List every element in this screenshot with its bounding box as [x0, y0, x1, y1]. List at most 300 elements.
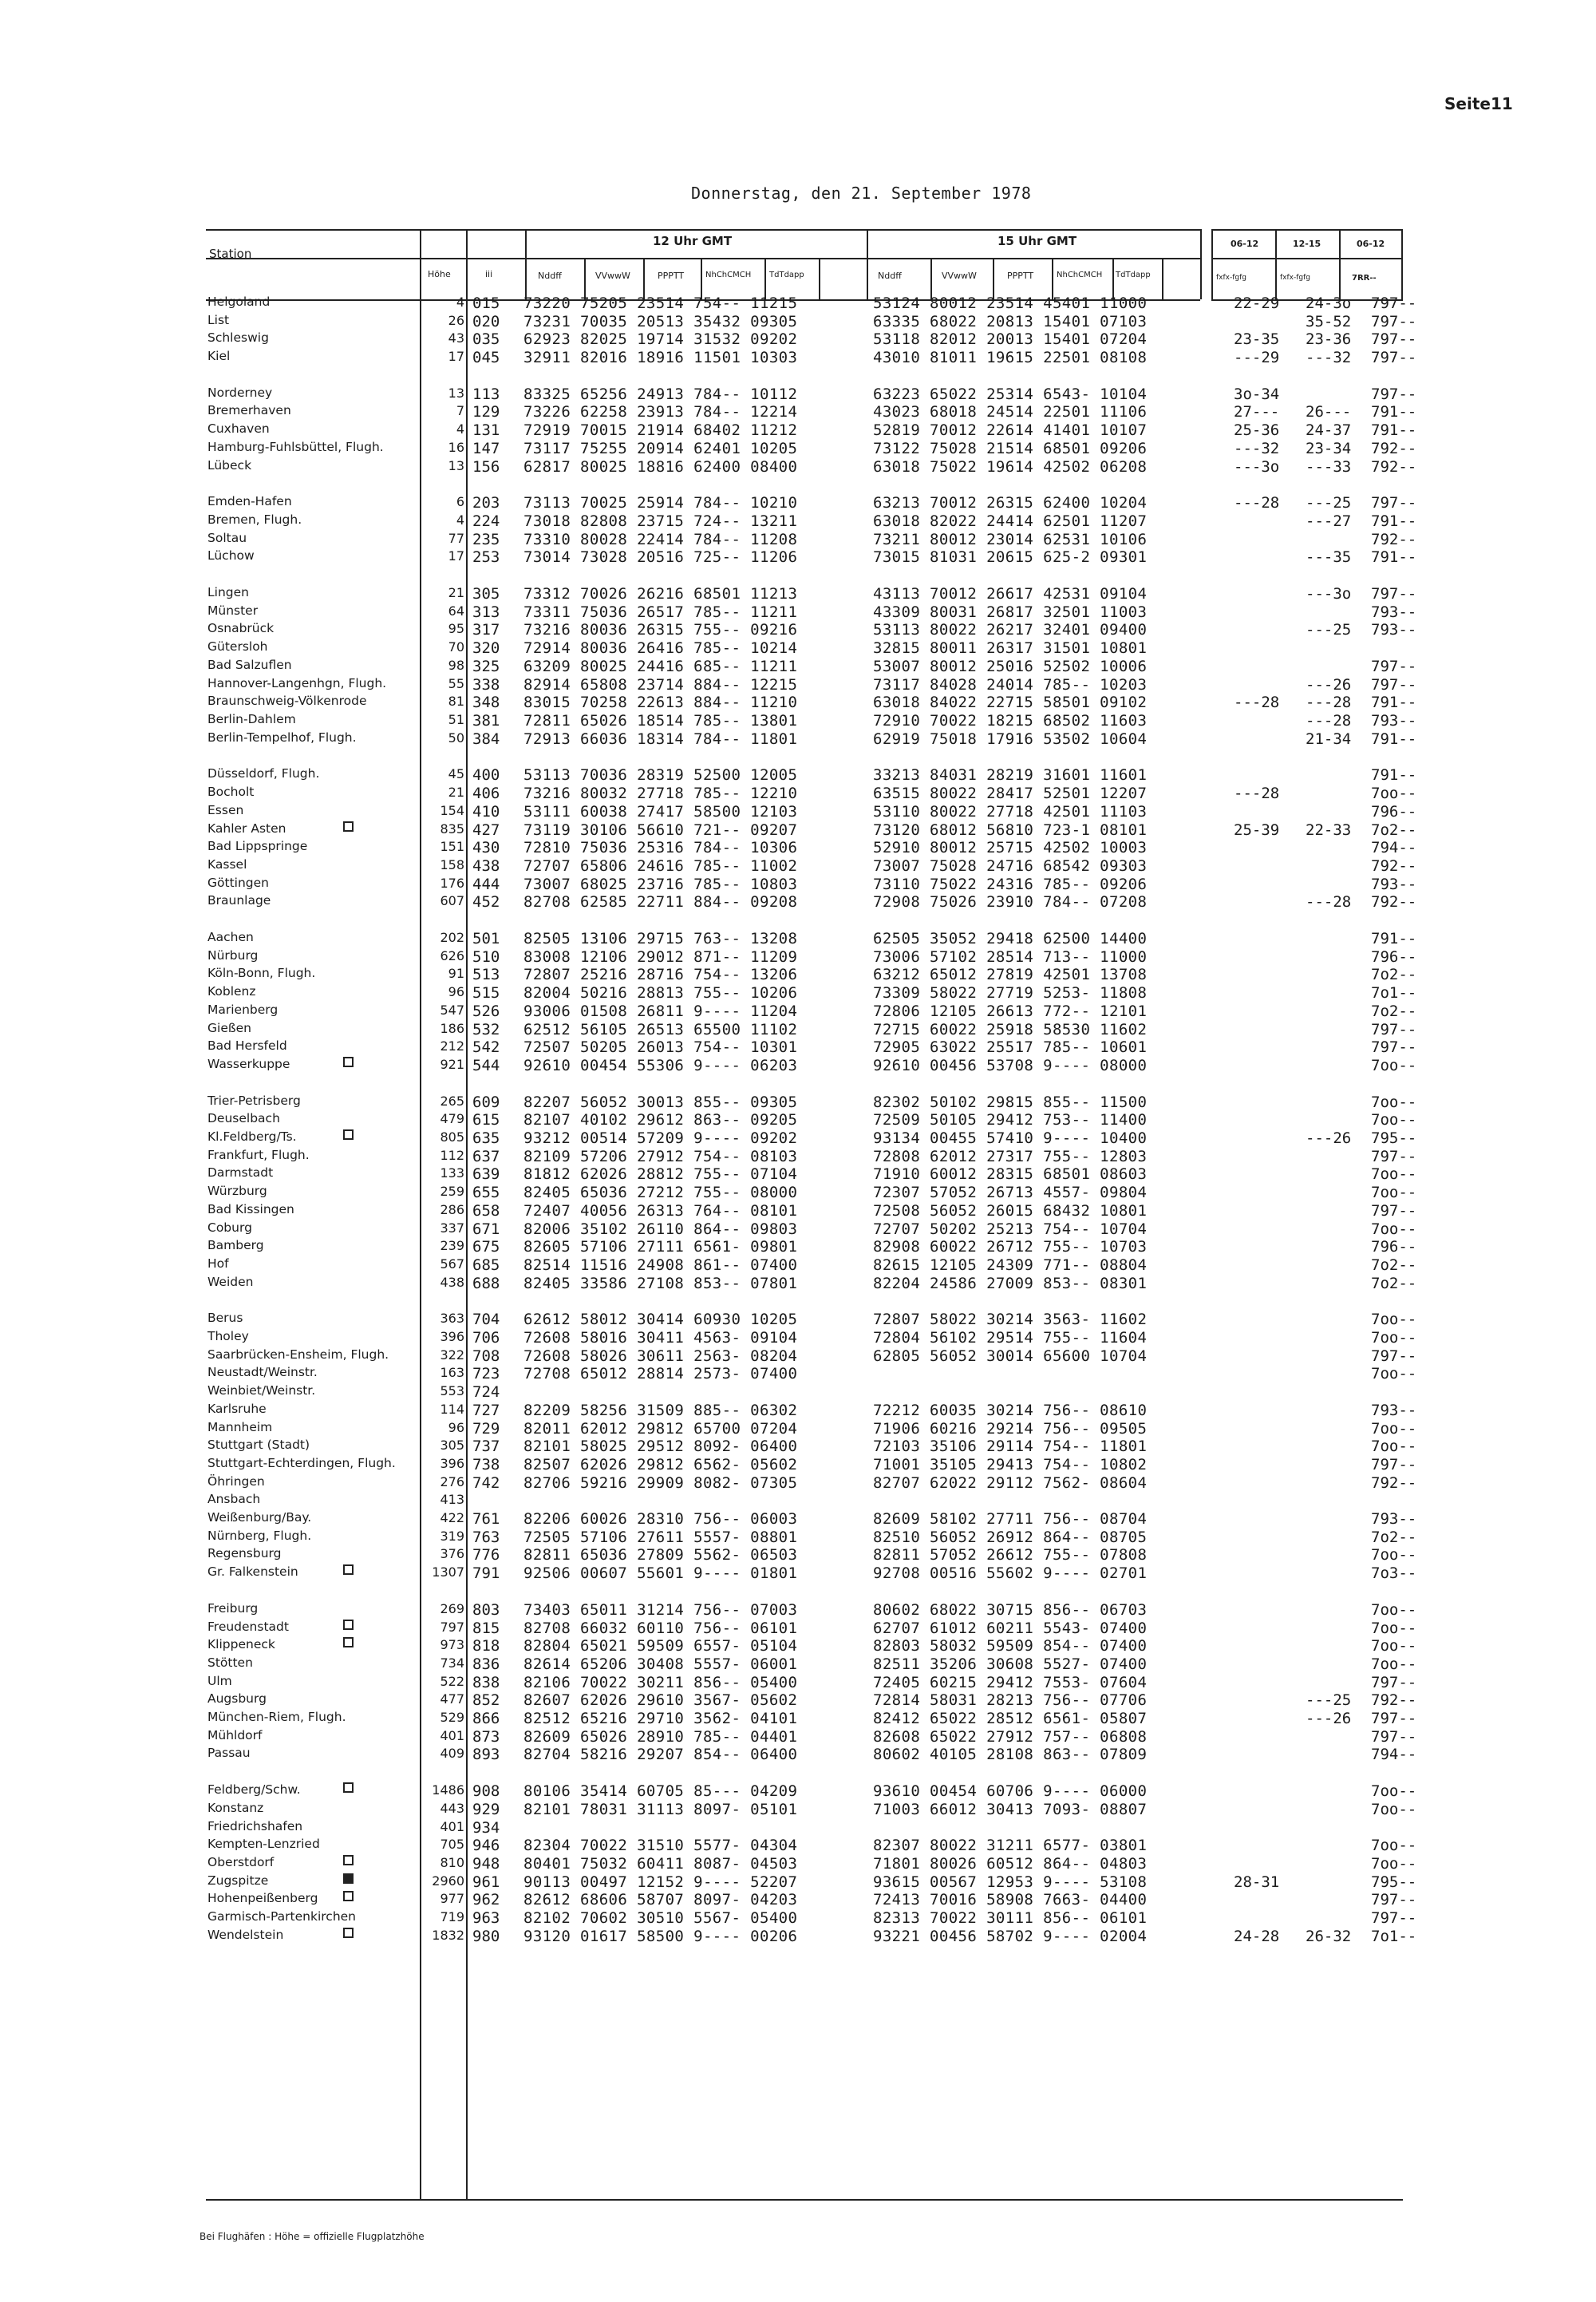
table-row — [206, 1691, 1417, 1709]
obs-15utc: 43010 81011 19615 22501 08108 — [873, 349, 1148, 366]
gust-06-12: ---28 — [1234, 494, 1280, 512]
station-name: Mannheim — [207, 1420, 273, 1434]
station-height: 17 — [448, 349, 464, 364]
station-id: 704 — [472, 1311, 500, 1328]
precip-06-12: 7o2-- — [1371, 966, 1417, 983]
station-name: Friedrichshafen — [207, 1819, 303, 1833]
obs-15utc: 82313 70022 30111 856-- 06101 — [873, 1909, 1148, 1927]
precip-06-12: 7oo-- — [1371, 1601, 1417, 1619]
obs-15utc: 82803 58032 59509 854-- 07400 — [873, 1637, 1148, 1655]
station-name: Düsseldorf, Flugh. — [207, 766, 320, 781]
station-id: 803 — [472, 1601, 500, 1619]
obs-12utc: 73226 62258 23913 784-- 12214 — [523, 403, 798, 421]
obs-12utc: 73113 70025 25914 784-- 10210 — [523, 494, 798, 512]
obs-15utc: 32815 80011 26317 31501 10801 — [873, 639, 1148, 657]
station-id: 400 — [472, 766, 500, 784]
obs-15utc: 93610 00454 60706 9---- 06000 — [873, 1782, 1148, 1800]
station-id: 156 — [472, 458, 500, 476]
obs-12utc: 82209 58256 31509 885-- 06302 — [523, 1402, 798, 1419]
precip-06-12: 797-- — [1371, 1710, 1417, 1727]
station-id: 406 — [472, 785, 500, 802]
obs-15utc: 72103 35106 29114 754-- 11801 — [873, 1438, 1148, 1455]
col-sep — [930, 258, 932, 299]
station-name: Aachen — [207, 930, 254, 944]
table-row — [206, 1256, 1417, 1274]
station-id: 235 — [472, 531, 500, 548]
station-height: 7 — [456, 403, 464, 418]
station-name: Cuxhaven — [207, 421, 270, 436]
table-row — [206, 1275, 1417, 1292]
obs-15utc: 63515 80022 28417 52501 12207 — [873, 785, 1148, 802]
gust-12-15: 26-32 — [1306, 1928, 1352, 1945]
station-id: 791 — [472, 1564, 500, 1582]
table-row — [206, 1347, 1417, 1365]
station-height: 50 — [448, 730, 464, 746]
obs-12utc: 82004 50216 28813 755-- 10206 — [523, 984, 798, 1002]
station-name: Ansbach — [207, 1492, 261, 1506]
station-name: Bocholt — [207, 785, 255, 799]
precip-06-12: 7o3-- — [1371, 1564, 1417, 1582]
station-name: Berlin-Dahlem — [207, 712, 296, 726]
precip-06-12: 791-- — [1371, 730, 1417, 748]
station-id: 685 — [472, 1256, 500, 1274]
block-divider — [867, 229, 868, 299]
obs-15utc: 73110 75022 24316 785-- 09206 — [873, 876, 1148, 893]
gust-12-15: ---3o — [1306, 585, 1352, 603]
precip-06-12: 7oo-- — [1371, 1057, 1417, 1074]
obs-12utc: 82704 58216 29207 854-- 06400 — [523, 1746, 798, 1763]
gust-12-15: ---26 — [1306, 676, 1352, 694]
station-name: Emden-Hafen — [207, 494, 292, 508]
col-ppptt: PPPTT — [658, 271, 685, 281]
precip-06-12: 793-- — [1371, 603, 1417, 621]
gust-06-12: ---32 — [1234, 440, 1280, 457]
station-id: 836 — [472, 1655, 500, 1673]
precip-06-12: 797-- — [1371, 1728, 1417, 1746]
station-height: 112 — [440, 1148, 464, 1163]
square-icon — [343, 1637, 354, 1647]
obs-15utc: 63213 70012 26315 62400 10204 — [873, 494, 1148, 512]
station-name: Weinbiet/Weinstr. — [207, 1383, 316, 1398]
station-height: 805 — [440, 1129, 464, 1145]
obs-15utc: 72508 56052 26015 68432 10801 — [873, 1202, 1148, 1220]
station-id: 637 — [472, 1148, 500, 1165]
obs-15utc: 82609 58102 27711 756-- 08704 — [873, 1510, 1148, 1528]
precip-06-12: 7oo-- — [1371, 785, 1417, 802]
station-height: 269 — [440, 1601, 464, 1616]
obs-15utc: 43113 70012 26617 42531 09104 — [873, 585, 1148, 603]
precip-06-12: 792-- — [1371, 440, 1417, 457]
station-id: 655 — [472, 1184, 500, 1201]
obs-15utc: 72905 63022 25517 785-- 10601 — [873, 1038, 1148, 1056]
station-name: Würzburg — [207, 1184, 267, 1198]
table-row — [206, 1855, 1417, 1873]
station-id: 438 — [472, 857, 500, 875]
station-height: 77 — [448, 531, 464, 546]
gust-12-15: 26--- — [1306, 403, 1352, 421]
station-height: 276 — [440, 1474, 464, 1489]
obs-12utc: 73014 73028 20516 725-- 11206 — [523, 548, 798, 566]
station-height: 64 — [448, 603, 464, 619]
station-height: 921 — [440, 1057, 464, 1072]
obs-12utc: 81812 62026 28812 755-- 07104 — [523, 1165, 798, 1183]
table-row — [206, 585, 1417, 603]
col-sep — [819, 258, 820, 299]
filled-square-icon — [343, 1873, 354, 1884]
precip-06-12: 7o1-- — [1371, 1928, 1417, 1945]
obs-12utc: 73007 68025 23716 785-- 10803 — [523, 876, 798, 893]
station-height: 16 — [448, 440, 464, 455]
gust-12-15: ---27 — [1306, 512, 1352, 530]
station-id: 866 — [472, 1710, 500, 1727]
obs-15utc: 82608 65022 27912 757-- 06808 — [873, 1728, 1148, 1746]
station-id: 203 — [472, 494, 500, 512]
station-id: 526 — [472, 1003, 500, 1020]
obs-15utc: 72405 60215 29412 7553- 07604 — [873, 1674, 1148, 1691]
obs-12utc: 62923 82025 19714 31532 09202 — [523, 330, 798, 348]
station-id: 639 — [472, 1165, 500, 1183]
gust-06-12: 28-31 — [1234, 1873, 1280, 1891]
station-height: 43 — [448, 330, 464, 346]
table-row — [206, 1782, 1417, 1800]
obs-15utc: 53113 80022 26217 32401 09400 — [873, 621, 1148, 639]
station-height: 396 — [440, 1329, 464, 1344]
obs-15utc: 73120 68012 56810 723-1 08101 — [873, 821, 1148, 839]
gust-12-15: ---28 — [1306, 893, 1352, 911]
station-height: 810 — [440, 1855, 464, 1870]
station-id: 430 — [472, 839, 500, 856]
station-height: 98 — [448, 658, 464, 673]
obs-12utc: 83325 65256 24913 784-- 10112 — [523, 386, 798, 403]
station-id: 325 — [472, 658, 500, 675]
obs-12utc: 82708 66032 60110 756-- 06101 — [523, 1620, 798, 1637]
obs-15utc: 73211 80012 23014 62531 10106 — [873, 531, 1148, 548]
station-height: 51 — [448, 712, 464, 727]
station-height: 607 — [440, 893, 464, 908]
t2-left-edge — [1275, 229, 1277, 299]
table-row — [206, 966, 1417, 983]
gust-12-15: ---26 — [1306, 1129, 1352, 1147]
square-icon — [343, 821, 354, 832]
block2-title: 15 Uhr GMT — [998, 234, 1077, 248]
obs-12utc: 82109 57206 27912 754-- 08103 — [523, 1148, 798, 1165]
obs-15utc: 82707 62022 29112 7562- 08604 — [873, 1474, 1148, 1492]
table-row — [206, 821, 1417, 839]
obs-15utc: 82511 35206 30608 5527- 07400 — [873, 1655, 1148, 1673]
obs-12utc: 73231 70035 20513 35432 09305 — [523, 313, 798, 330]
station-name: Münster — [207, 603, 259, 618]
gust-06-12: ---28 — [1234, 694, 1280, 711]
obs-12utc: 82609 65026 28910 785-- 04401 — [523, 1728, 798, 1746]
obs-12utc: 72608 58016 30411 4563- 09104 — [523, 1329, 798, 1347]
station-height: 158 — [440, 857, 464, 872]
obs-12utc: 82106 70022 30211 856-- 05400 — [523, 1674, 798, 1691]
station-name: Bad Salzuflen — [207, 658, 292, 672]
table-row — [206, 1474, 1417, 1492]
table-row — [206, 930, 1417, 947]
table-row — [206, 1928, 1417, 1945]
table-row — [206, 1202, 1417, 1220]
obs-15utc: 53118 82012 20013 15401 07204 — [873, 330, 1148, 348]
precip-06-12: 7oo-- — [1371, 1329, 1417, 1347]
station-name: Neustadt/Weinstr. — [207, 1365, 318, 1379]
table-row — [206, 1365, 1417, 1382]
obs-12utc: 82107 40102 29612 863-- 09205 — [523, 1111, 798, 1129]
table-row — [206, 531, 1417, 548]
col-sep — [1052, 258, 1053, 299]
block1-title: 12 Uhr GMT — [653, 234, 733, 248]
table-row — [206, 1456, 1417, 1473]
obs-15utc: 80602 68022 30715 856-- 06703 — [873, 1601, 1148, 1619]
table-row — [206, 403, 1417, 421]
obs-15utc: 62805 56052 30014 65600 10704 — [873, 1347, 1148, 1365]
station-name: Öhringen — [207, 1474, 265, 1489]
gust-06-12: 25-39 — [1234, 821, 1280, 839]
station-id: 737 — [472, 1438, 500, 1455]
obs-15utc: 82302 50102 29815 855-- 11500 — [873, 1094, 1148, 1111]
station-name: Nürnberg, Flugh. — [207, 1529, 312, 1543]
table-row — [206, 349, 1417, 366]
gust-12-15: ---25 — [1306, 1691, 1352, 1709]
precip-06-12: 7o2-- — [1371, 821, 1417, 839]
square-icon — [343, 1782, 354, 1793]
gust-12-15: 35-52 — [1306, 313, 1352, 330]
station-height: 626 — [440, 948, 464, 963]
precip-06-12: 795-- — [1371, 1873, 1417, 1891]
station-id: 348 — [472, 694, 500, 711]
col-nhchcmch-15: NhChCMCH — [1057, 271, 1103, 279]
station-id: 818 — [472, 1637, 500, 1655]
station-name: Trier-Petrisberg — [207, 1094, 301, 1108]
precip-06-12: 791-- — [1371, 548, 1417, 566]
col-sep — [1112, 258, 1114, 299]
station-height: 133 — [440, 1165, 464, 1181]
station-height: 438 — [440, 1275, 464, 1290]
station-name: Hof — [207, 1256, 229, 1271]
station-height: 239 — [440, 1238, 464, 1253]
station-height: 70 — [448, 639, 464, 655]
precip-06-12: 793-- — [1371, 712, 1417, 730]
table-row — [206, 1329, 1417, 1347]
table-bottom-rule — [206, 2199, 1403, 2201]
station-name: Gr. Falkenstein — [207, 1564, 298, 1579]
precip-06-12: 792-- — [1371, 1691, 1417, 1709]
obs-15utc: 92610 00456 53708 9---- 08000 — [873, 1057, 1148, 1074]
station-height: 322 — [440, 1347, 464, 1363]
station-name: Lübeck — [207, 458, 252, 473]
gust-06-12: ---3o — [1234, 458, 1280, 476]
station-id: 129 — [472, 403, 500, 421]
station-name: Karlsruhe — [207, 1402, 267, 1416]
station-height: 95 — [448, 621, 464, 636]
obs-12utc: 93120 01617 58500 9---- 00206 — [523, 1928, 798, 1945]
station-name: Konstanz — [207, 1801, 264, 1815]
obs-12utc: 73216 80032 27718 785-- 12210 — [523, 785, 798, 802]
station-height: 413 — [440, 1492, 464, 1507]
station-height: 319 — [440, 1529, 464, 1544]
station-name: Passau — [207, 1746, 251, 1760]
station-height: 479 — [440, 1111, 464, 1126]
table-row — [206, 1057, 1417, 1074]
station-id: 962 — [472, 1891, 500, 1908]
obs-15utc: 72908 75026 23910 784-- 07208 — [873, 893, 1148, 911]
obs-12utc: 82706 59216 29909 8082- 07305 — [523, 1474, 798, 1492]
precip-06-12: 797-- — [1371, 494, 1417, 512]
station-name: Stuttgart (Stadt) — [207, 1438, 310, 1452]
obs-12utc: 93006 01508 26811 9---- 11204 — [523, 1003, 798, 1020]
gust-12-15: ---25 — [1306, 494, 1352, 512]
obs-12utc: 82405 65036 27212 755-- 08000 — [523, 1184, 798, 1201]
obs-15utc: 63223 65022 25314 6543- 10104 — [873, 386, 1148, 403]
obs-12utc: 72807 25216 28716 754-- 13206 — [523, 966, 798, 983]
table-row — [206, 1873, 1417, 1891]
station-name: Ulm — [207, 1674, 232, 1688]
table-row — [206, 1529, 1417, 1546]
gust-06-12: 22-29 — [1234, 295, 1280, 312]
precip-06-12: 7o2-- — [1371, 1003, 1417, 1020]
table-row — [206, 639, 1403, 657]
station-height: 522 — [440, 1674, 464, 1689]
precip-06-12: 7oo-- — [1371, 1438, 1417, 1455]
station-height: 477 — [440, 1691, 464, 1707]
station-height: 363 — [440, 1311, 464, 1326]
precip-06-12: 7oo-- — [1371, 1837, 1417, 1854]
table-row — [206, 1402, 1417, 1419]
obs-15utc: 63018 84022 22715 58501 09102 — [873, 694, 1148, 711]
station-id: 513 — [472, 966, 500, 983]
station-id: 675 — [472, 1238, 500, 1256]
station-id: 147 — [472, 440, 500, 457]
station-height: 1832 — [432, 1928, 464, 1943]
obs-15utc: 72212 60035 30214 756-- 08610 — [873, 1402, 1148, 1419]
precip-06-12: 791-- — [1371, 930, 1417, 947]
station-id: 873 — [472, 1728, 500, 1746]
table-row — [206, 1420, 1417, 1438]
station-name: Coburg — [207, 1220, 252, 1235]
station-name: Darmstadt — [207, 1165, 274, 1180]
station-name: Nürburg — [207, 948, 259, 963]
table-row — [206, 440, 1417, 457]
station-name: Bad Kissingen — [207, 1202, 294, 1216]
precip-06-12: 797-- — [1371, 386, 1417, 403]
station-id: 635 — [472, 1129, 500, 1147]
obs-15utc: 72715 60022 25918 58530 11602 — [873, 1021, 1148, 1038]
obs-15utc: 63018 75022 19614 42502 06208 — [873, 458, 1148, 476]
obs-12utc: 82505 13106 29715 763-- 13208 — [523, 930, 798, 947]
table-row — [206, 1564, 1417, 1582]
station-id: 761 — [472, 1510, 500, 1528]
station-height: 81 — [448, 694, 464, 709]
obs-12utc: 73220 75205 23514 754-- 11215 — [523, 295, 798, 312]
col-sep — [701, 258, 702, 299]
square-icon — [343, 1620, 354, 1630]
station-height: 734 — [440, 1655, 464, 1671]
station-name: Hohenpeißenberg — [207, 1891, 318, 1905]
station-height: 409 — [440, 1746, 464, 1761]
obs-15utc: 63018 82022 24414 62501 11207 — [873, 512, 1148, 530]
precip-06-12: 7oo-- — [1371, 1655, 1417, 1673]
table-row — [206, 1492, 1403, 1509]
station-height: 286 — [440, 1202, 464, 1217]
station-height: 4 — [456, 512, 464, 528]
station-id: 427 — [472, 821, 500, 839]
station-name: Essen — [207, 803, 244, 817]
obs-15utc: 43023 68018 24514 22501 11106 — [873, 403, 1148, 421]
col-vvwww: VVwwW — [595, 271, 630, 281]
station-height: 422 — [440, 1510, 464, 1525]
station-height: 212 — [440, 1038, 464, 1054]
station-name: Oberstdorf — [207, 1855, 275, 1869]
precip-06-12: 797-- — [1371, 1347, 1417, 1365]
station-name: Mühldorf — [207, 1728, 263, 1742]
station-name: Tholey — [207, 1329, 249, 1343]
precip-06-12: 792-- — [1371, 857, 1417, 875]
precip-06-12: 797-- — [1371, 349, 1417, 366]
precip-06-12: 7oo-- — [1371, 1420, 1417, 1438]
precip-06-12: 795-- — [1371, 1129, 1417, 1147]
station-name: Gießen — [207, 1021, 251, 1035]
obs-12utc: 82405 33586 27108 853-- 07801 — [523, 1275, 798, 1292]
precip-06-12: 792-- — [1371, 893, 1417, 911]
obs-12utc: 82102 70602 30510 5567- 05400 — [523, 1909, 798, 1927]
station-name: Kahler Asten — [207, 821, 286, 836]
table-row — [206, 1909, 1417, 1927]
table-row — [206, 1801, 1417, 1818]
table-row — [206, 785, 1417, 802]
obs-15utc: 72814 58031 28213 756-- 07706 — [873, 1691, 1148, 1709]
obs-12utc: 72507 50205 26013 754-- 10301 — [523, 1038, 798, 1056]
gust-12-15: ---32 — [1306, 349, 1352, 366]
station-name: Zugspitze — [207, 1873, 269, 1888]
obs-15utc: 82908 60022 26712 755-- 10703 — [873, 1238, 1148, 1256]
station-name: Weiden — [207, 1275, 254, 1289]
station-height: 401 — [440, 1819, 464, 1834]
col-nhchcmch: NhChCMCH — [705, 271, 752, 279]
station-height: 186 — [440, 1021, 464, 1036]
station-header: Station — [209, 247, 252, 261]
obs-12utc: 82914 65808 23714 884-- 12215 — [523, 676, 798, 694]
station-id: 671 — [472, 1220, 500, 1238]
station-height: 376 — [440, 1546, 464, 1561]
square-icon — [343, 1129, 354, 1140]
obs-15utc: 80602 40105 28108 863-- 07809 — [873, 1746, 1148, 1763]
precip-06-12: 7o2-- — [1371, 1529, 1417, 1546]
station-height: 553 — [440, 1383, 464, 1398]
station-name: Bad Hersfeld — [207, 1038, 287, 1053]
table-row — [206, 1220, 1417, 1238]
station-name: Helgoland — [207, 295, 271, 309]
col-nddff: Nddff — [538, 271, 562, 281]
station-height: 91 — [448, 966, 464, 981]
t1-left-edge — [1211, 229, 1213, 299]
precip-06-12: 797-- — [1371, 585, 1417, 603]
table-row — [206, 1148, 1417, 1165]
obs-15utc: 93615 00567 12953 9---- 53108 — [873, 1873, 1148, 1891]
table-row — [206, 839, 1417, 856]
station-name: Hamburg-Fuhlsbüttel, Flugh. — [207, 440, 384, 454]
precip-06-12: 7oo-- — [1371, 1637, 1417, 1655]
col-sep — [643, 258, 645, 299]
station-name: Lingen — [207, 585, 249, 599]
table-row — [206, 1546, 1417, 1564]
station-name: Bremen, Flugh. — [207, 512, 302, 527]
precip-06-12: 796-- — [1371, 803, 1417, 821]
station-id: 742 — [472, 1474, 500, 1492]
station-height: 973 — [440, 1637, 464, 1652]
station-height: 705 — [440, 1837, 464, 1852]
station-height: 547 — [440, 1003, 464, 1018]
station-name: Stötten — [207, 1655, 253, 1670]
